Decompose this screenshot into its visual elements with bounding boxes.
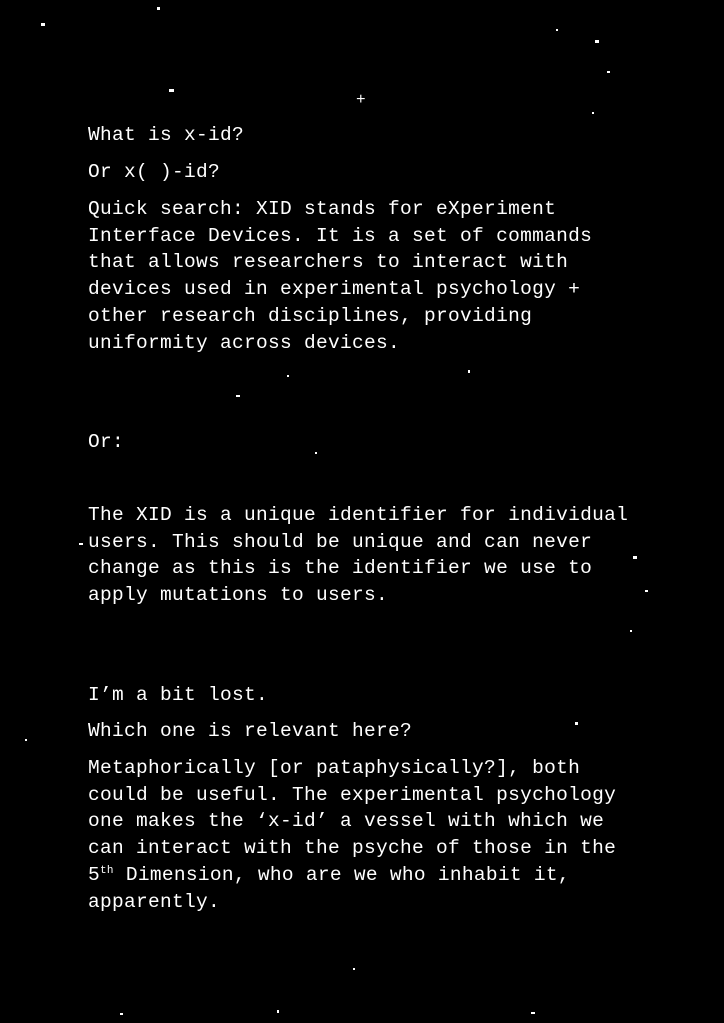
dust-speck — [353, 968, 355, 970]
dust-speck — [120, 1013, 123, 1015]
metaphorical-answer-text: Metaphorically [or pataphysically?], both could be useful. The experimental psychology one makes the ‘x-id’ a vessel with which we can interact with the psyche of those in the 5 — [88, 757, 629, 886]
statement-lost: I’m a bit lost. — [88, 684, 269, 706]
dust-speck — [41, 23, 45, 26]
metaphorical-answer-text-end: Dimension, who are we who inhabit it, apparently. — [88, 863, 582, 913]
dust-speck — [607, 71, 610, 73]
question-or-xid: Or x( )-id? — [88, 161, 221, 183]
dust-speck — [468, 370, 470, 373]
dust-speck — [595, 40, 599, 43]
dust-speck — [79, 543, 83, 545]
dust-speck — [287, 375, 289, 377]
dust-speck — [592, 112, 594, 114]
dust-speck — [277, 1010, 279, 1013]
definition-experiment-interface-devices: Quick search: XID stands for eXperiment Interface Devices. It is a set of commands that allows researchers to interact with devices used in experimental psychology + other research disciplines, providing uniformity across devices. — [88, 198, 605, 354]
dust-speck — [630, 630, 632, 632]
ordinal-superscript: th — [100, 864, 114, 877]
question-what-is-xid: What is x-id? — [88, 124, 245, 146]
dust-speck — [169, 89, 174, 92]
dust-speck — [556, 29, 558, 31]
dust-speck — [25, 739, 27, 741]
definition-unique-identifier: The XID is a unique identifier for individual users. This should be unique and can never change as this is the identifier we use to apply mutations to users. — [88, 504, 641, 607]
metaphorical-answer — [88, 755, 648, 915]
dust-speck — [236, 395, 240, 397]
dust-speck — [157, 7, 160, 10]
or-label: Or: — [88, 431, 125, 453]
plus-mark: + — [356, 91, 366, 109]
question-which-relevant: Which one is relevant here? — [88, 720, 413, 742]
dust-speck — [531, 1012, 535, 1014]
